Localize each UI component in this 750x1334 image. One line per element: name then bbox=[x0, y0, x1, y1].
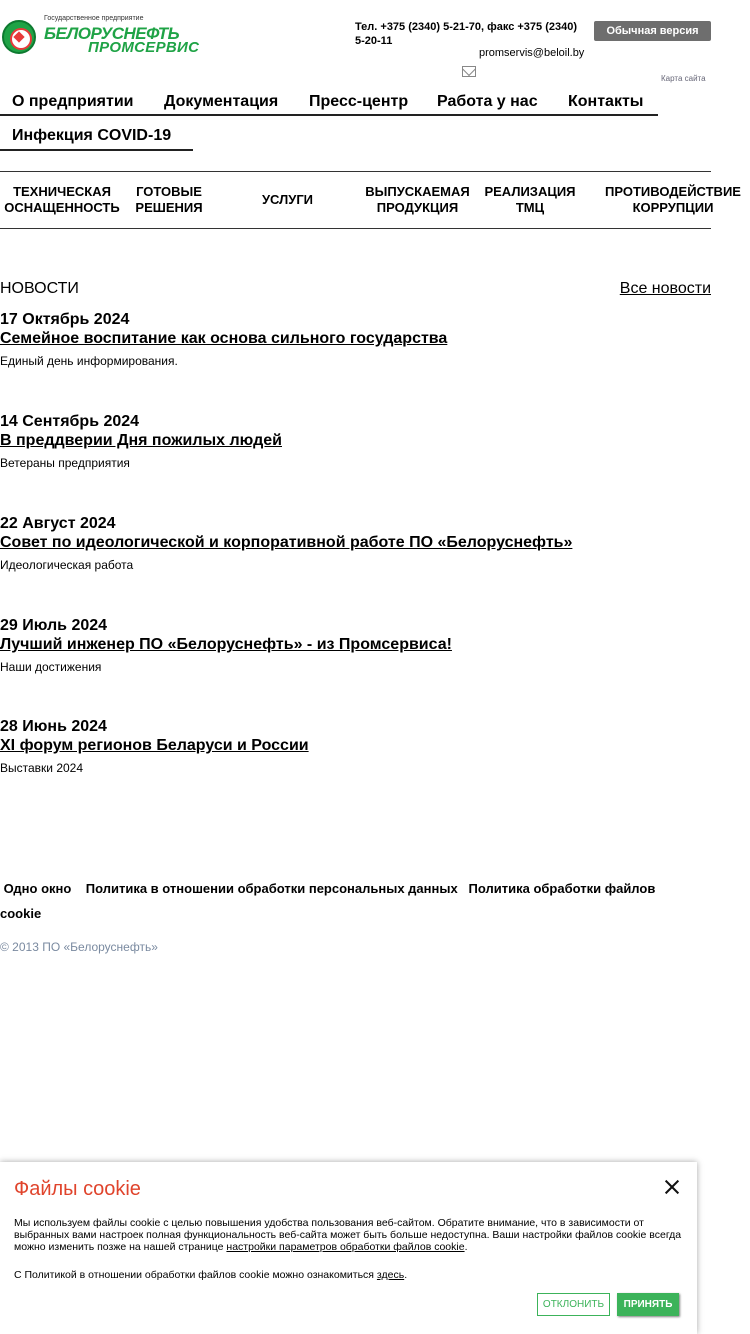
footer-link-cookie-policy[interactable]: Политика обработки файлов cookie bbox=[0, 881, 656, 921]
footer-links bbox=[0, 876, 700, 926]
normal-version-button[interactable]: Обычная версия bbox=[594, 21, 711, 41]
sub-nav bbox=[0, 171, 741, 229]
footer-link-personal-data-policy[interactable]: Политика в отношении обработки персональных данных bbox=[85, 881, 458, 896]
cookie-description bbox=[14, 1217, 686, 1253]
decline-button[interactable]: ОТКЛОНИТЬ bbox=[537, 1293, 610, 1316]
news-date: 17 Октябрь 2024 bbox=[0, 311, 130, 328]
news-title-link[interactable]: Семейное воспитание как основа сильного государства bbox=[0, 330, 448, 347]
news-item bbox=[0, 413, 711, 470]
cookie-banner bbox=[0, 1162, 697, 1334]
subnav-item-technical[interactable]: ТЕХНИЧЕСКАЯ ОСНАЩЕННОСТЬ bbox=[4, 184, 120, 215]
news-item bbox=[0, 515, 711, 572]
mail-icon[interactable] bbox=[462, 66, 476, 77]
cookie-text-main: Мы используем файлы cookie с целью повышения удобства пользования веб-сайтом. Обратите внимание, что в зависимости от выбранных вами настроек полная функциональность веб-сайта может быть больше недоступна. Ваши настройки файлов cookie всегда можно изменить позже на нашей странице bbox=[14, 1217, 682, 1253]
news-title-link[interactable]: В преддверии Дня пожилых людей bbox=[0, 432, 282, 449]
nav-item-covid[interactable]: Инфекция COVID-19 bbox=[12, 127, 172, 144]
logo-emblem-icon bbox=[2, 20, 36, 54]
news-title-link[interactable]: Лучший инженер ПО «Белоруснефть» - из Промсервиса! bbox=[0, 636, 452, 653]
news-category: Выставки 2024 bbox=[0, 761, 84, 775]
subnav-item-products[interactable]: ВЫПУСКАЕМАЯ ПРОДУКЦИЯ bbox=[365, 184, 470, 215]
main-nav-row bbox=[0, 127, 193, 151]
subnav-item-anticorruption[interactable]: ПРОТИВОДЕЙСТВИЕ КОРРУПЦИИ bbox=[605, 184, 741, 215]
all-news-link[interactable]: Все новости bbox=[619, 280, 711, 297]
copyright: © 2013 ПО «Белоруснефть» bbox=[0, 940, 158, 954]
news-item bbox=[0, 718, 711, 775]
news-heading: НОВОСТИ bbox=[0, 280, 79, 297]
nav-item-careers[interactable]: Работа у нас bbox=[437, 93, 538, 110]
news-date: 14 Сентябрь 2024 bbox=[0, 413, 140, 430]
news-category: Идеологическая работа bbox=[0, 558, 134, 572]
subnav-item-solutions[interactable]: ГОТОВЫЕ РЕШЕНИЯ bbox=[135, 184, 203, 215]
cookie-policy-link[interactable]: здесь bbox=[376, 1269, 405, 1281]
cookie-policy-note bbox=[14, 1269, 686, 1281]
cookie-settings-link[interactable]: настройки параметров обработки файлов cookie bbox=[226, 1241, 465, 1253]
logo-subname: ПРОМСЕРВИС bbox=[88, 39, 200, 56]
nav-item-about[interactable]: О предприятии bbox=[12, 93, 134, 110]
cookie-policy-end: . bbox=[404, 1269, 408, 1281]
email-link[interactable]: promservis@beloil.by bbox=[479, 47, 585, 59]
close-icon[interactable] bbox=[662, 1178, 682, 1198]
nav-item-documentation[interactable]: Документация bbox=[164, 93, 279, 110]
news-title-link[interactable]: XI форум регионов Беларуси и России bbox=[0, 737, 309, 754]
subnav-item-services[interactable]: УСЛУГИ bbox=[261, 192, 314, 207]
logo-name: БЕЛОРУСНЕФТЬ bbox=[44, 24, 180, 43]
news-title-link[interactable]: Совет по идеологической и корпоративной работе ПО «Белоруснефть» bbox=[0, 534, 573, 551]
news-category: Ветераны предприятия bbox=[0, 456, 130, 470]
news-item bbox=[0, 617, 711, 674]
news-category: Наши достижения bbox=[0, 660, 102, 674]
nav-item-contacts[interactable]: Контакты bbox=[568, 93, 644, 110]
logo-caption: Государственное предприятие bbox=[44, 15, 144, 22]
subnav-item-sales[interactable]: РЕАЛИЗАЦИЯ ТМЦ bbox=[484, 184, 576, 215]
news-category: Единый день информирования. bbox=[0, 354, 178, 368]
cookie-text-end: . bbox=[464, 1241, 468, 1253]
cookie-policy-text: С Политикой в отношении обработки файлов cookie можно ознакомиться bbox=[14, 1269, 377, 1281]
main-nav-row bbox=[0, 93, 658, 116]
news-date: 28 Июнь 2024 bbox=[0, 718, 107, 735]
nav-item-press-center[interactable]: Пресс-центр bbox=[309, 93, 409, 110]
phone-info: Тел. +375 (2340) 5-21-70, факс +375 (2340) 5-20-11 bbox=[355, 21, 578, 47]
sitemap-link[interactable]: Карта сайта bbox=[661, 74, 706, 83]
news-date: 29 Июль 2024 bbox=[0, 617, 108, 634]
logo[interactable] bbox=[2, 14, 200, 56]
footer-link-one-window[interactable]: Одно окно bbox=[3, 881, 72, 896]
news-item bbox=[0, 311, 711, 368]
accept-button[interactable]: ПРИНЯТЬ bbox=[617, 1293, 679, 1316]
cookie-title: Файлы cookie bbox=[14, 1178, 141, 1200]
news-date: 22 Август 2024 bbox=[0, 515, 116, 532]
